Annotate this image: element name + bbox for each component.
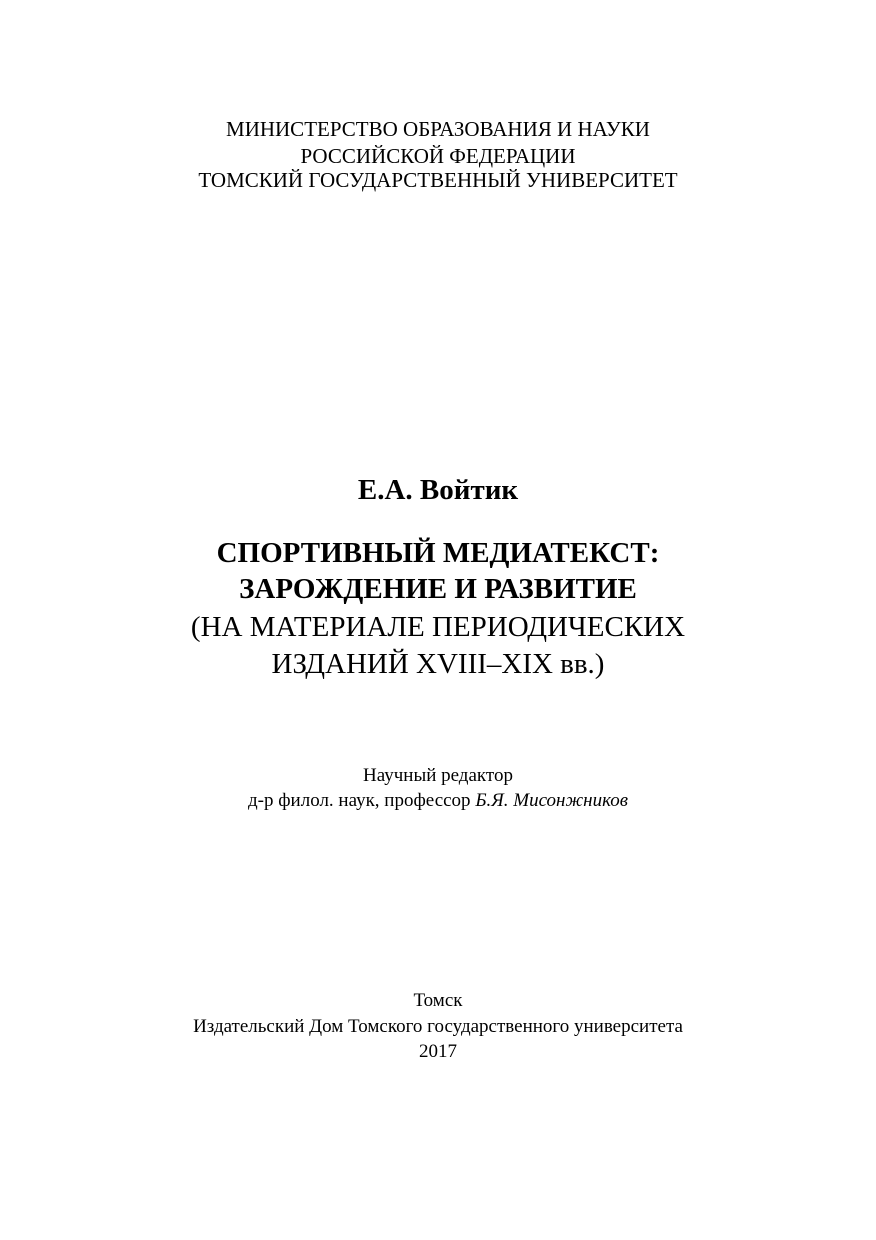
editor-name: Б.Я. Мисонжников — [475, 790, 628, 811]
university-name: ТОМСКИЙ ГОСУДАРСТВЕННЫЙ УНИВЕРСИТЕТ — [198, 168, 678, 192]
imprint-publisher: Издательский Дом Томского государственного университета — [193, 1016, 683, 1037]
imprint-year: 2017 — [419, 1041, 457, 1062]
title-line-1: СПОРТИВНЫЙ МЕДИАТЕКСТ: — [216, 537, 660, 569]
ministry-line-2: РОССИЙСКОЙ ФЕДЕРАЦИИ — [300, 144, 576, 168]
title-line-2: ЗАРОЖДЕНИЕ И РАЗВИТИЕ — [239, 573, 637, 605]
subtitle-line-1: (НА МАТЕРИАЛЕ ПЕРИОДИЧЕСКИХ — [190, 611, 686, 643]
editor-credentials: д-р филол. наук, профессор — [248, 790, 471, 811]
author-name: Е.А. Войтик — [357, 474, 519, 506]
subtitle-line-2: ИЗДАНИЙ XVIII–XIX вв.) — [271, 648, 605, 680]
imprint-city: Томск — [413, 990, 463, 1011]
ministry-line-1: МИНИСТЕРСТВО ОБРАЗОВАНИЯ И НАУКИ — [226, 117, 650, 141]
editor-credentials-line — [0, 788, 876, 814]
editor-role: Научный редактор — [363, 765, 513, 786]
